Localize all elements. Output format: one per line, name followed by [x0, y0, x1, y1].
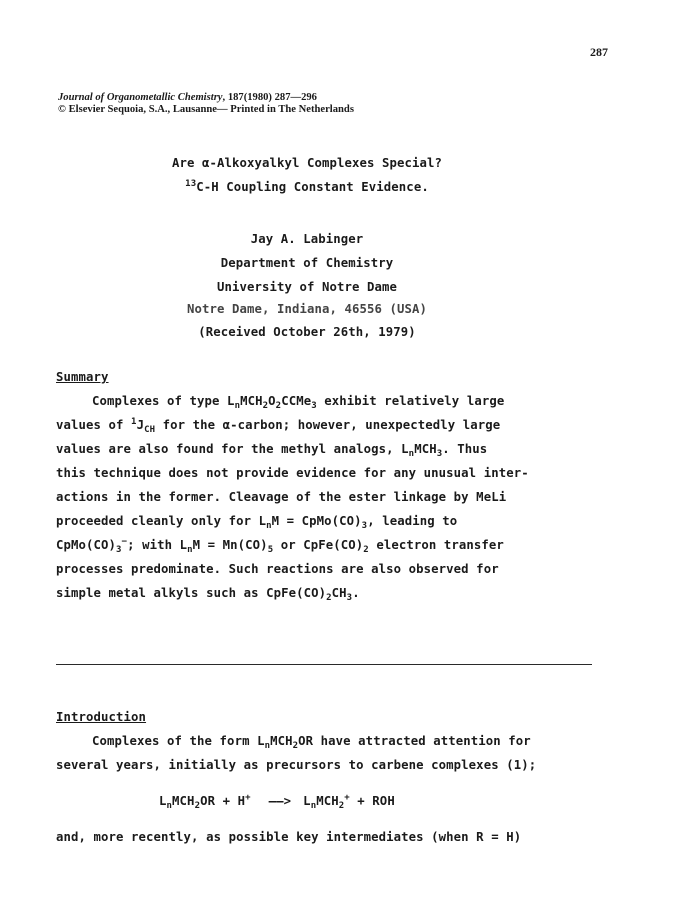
- author-department: Department of Chemistry: [220, 256, 394, 270]
- summary-line: processes predominate. Such reactions are also observed for: [56, 562, 499, 576]
- reaction-equation: $L_nMCH_2OR + H^+$ ——> $L_nMCH_2^+$ + ROH: [159, 793, 395, 811]
- author-name: Jay A. Labinger: [250, 232, 364, 246]
- summary-line: values are also found for the methyl analogs, $L_nMCH_3$. Thus: [56, 442, 488, 459]
- page-number: 287: [590, 45, 608, 59]
- journal-citation: [58, 92, 317, 103]
- summary-line: Complexes of type $L_nMCH_2O_2CCMe_3$ exhibit relatively large: [92, 394, 505, 411]
- introduction-line: several years, initially as precursors to carbene complexes (1);: [56, 758, 537, 772]
- summary-line: values of $^1J_{CH}$ for the α-carbon; however, unexpectedly large: [56, 417, 501, 435]
- copyright-line: © Elsevier Sequoia, S.A., Lausanne— Printed in The Netherlands: [58, 104, 354, 115]
- received-date: (Received October 26th, 1979): [198, 325, 416, 339]
- summary-heading: Summary: [56, 370, 109, 384]
- journal-name: Journal of Organometallic Chemistry: [58, 92, 223, 103]
- author-university: University of Notre Dame: [216, 280, 398, 294]
- summary-line: $CpMo(CO)_3^-$; with $L_nM = Mn(CO)_5$ or $CpFe(CO)_2$ electron transfer: [56, 537, 504, 555]
- introduction-line: and, more recently, as possible key intermediates (when R = H): [56, 830, 522, 844]
- author-address: Notre Dame, Indiana, 46556 (USA): [186, 302, 428, 316]
- paper-subtitle: [0, 180, 614, 194]
- summary-line: proceeded cleanly only for $L_nM$ = $CpMo(CO)_3$, leading to: [56, 514, 458, 531]
- introduction-heading: Introduction: [56, 710, 147, 724]
- summary-line: this technique does not provide evidence for any unusual inter-: [56, 466, 529, 480]
- reaction-arrow: ——>: [268, 794, 292, 808]
- journal-reference: , 187(1980) 287—296: [222, 92, 317, 103]
- summary-line: simple metal alkyls such as $CpFe(CO)_2CH_3$.: [56, 586, 360, 603]
- subtitle-superscript: 13: [185, 179, 197, 189]
- subtitle-text: C-H Coupling Constant Evidence.: [196, 180, 429, 194]
- paper-title: Are α-Alkoxyalkyl Complexes Special?: [171, 156, 443, 170]
- introduction-line: Complexes of the form $L_nMCH_2OR$ have attracted attention for: [92, 734, 531, 751]
- section-divider: [56, 664, 592, 665]
- summary-line: actions in the former. Cleavage of the ester linkage by MeLi: [56, 490, 507, 504]
